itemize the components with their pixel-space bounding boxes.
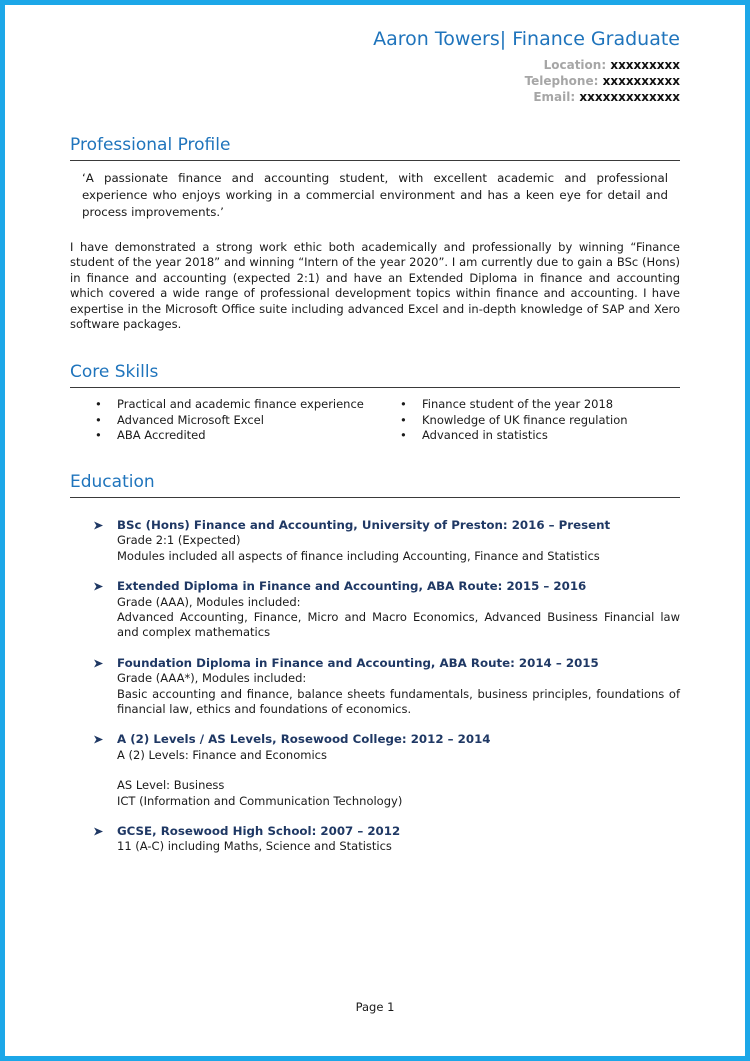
skill-label: Practical and academic finance experience <box>117 397 364 412</box>
arrowhead-bullet-icon <box>93 520 104 531</box>
skill-label: Finance student of the year 2018 <box>422 397 614 412</box>
page-title: Aaron Towers| Finance Graduate <box>373 28 680 50</box>
professional-profile-heading: Professional Profile <box>70 135 680 161</box>
education-entry-title: BSc (Hons) Finance and Accounting, University of Preston: 2016 – Present <box>117 517 611 532</box>
spacer <box>117 763 680 778</box>
education-entry-gcse <box>70 824 680 855</box>
education-entry-line: Grade (AAA), Modules included: <box>117 594 301 609</box>
education-entry-line: A (2) Levels: Finance and Economics <box>117 747 327 762</box>
education-entry-line: 11 (A-C) including Maths, Science and Statistics <box>117 839 392 854</box>
education-entry-foundation-diploma <box>70 656 680 718</box>
arrowhead-bullet-icon <box>93 581 104 592</box>
education-entry-line: Basic accounting and finance, balance sheets fundamentals, business principles, foundations of financial law, ethics and foundations of economics. <box>117 686 680 716</box>
education-entry-line: Grade 2:1 (Expected) <box>117 533 241 548</box>
core-skills-column-right <box>375 397 680 444</box>
education-list <box>70 518 680 855</box>
contact-block <box>70 57 680 105</box>
contact-location <box>70 57 680 73</box>
education-entry-line: Modules included all aspects of finance including Accounting, Finance and Statistics <box>117 548 600 563</box>
arrowhead-bullet-icon <box>93 658 104 669</box>
skill-label: ABA Accredited <box>117 428 206 443</box>
contact-email <box>70 89 680 105</box>
section-core-skills <box>70 362 680 444</box>
education-entry-title: Extended Diploma in Finance and Accounting, ABA Route: 2015 – 2016 <box>117 579 587 594</box>
section-education <box>70 472 680 855</box>
arrowhead-bullet-icon <box>93 826 104 837</box>
core-skills-column-left <box>70 397 375 444</box>
education-entry-extended-diploma <box>70 579 680 641</box>
education-entry-title: Foundation Diploma in Finance and Accounting, ABA Route: 2014 – 2015 <box>117 655 599 670</box>
education-entry-title: GCSE, Rosewood High School: 2007 – 2012 <box>117 824 401 839</box>
education-entry-line: AS Level: Business <box>117 778 225 793</box>
core-skills-heading: Core Skills <box>70 362 680 388</box>
bullet-icon: • <box>95 397 102 412</box>
list-item <box>375 428 680 444</box>
profile-body: I have demonstrated a strong work ethic both academically and professionally by winning “Finance student of the year 2018” and winning “Intern of the year 2020”. I am currently due to gain a BSc (Hons) in finance and accounting (expected 2:1) and have an Extended Diploma in finance and accounting which covered a wide range of professional development topics within finance and accounting. I have expertise in the Microsoft Office suite including advanced Excel and in-depth knowledge of SAP and Xero software packages. <box>70 240 680 332</box>
contact-location-value: xxxxxxxxx <box>610 58 680 72</box>
core-skills-list <box>70 397 680 444</box>
bullet-icon: • <box>95 428 102 443</box>
skill-label: Knowledge of UK finance regulation <box>422 412 628 427</box>
list-item <box>70 428 375 444</box>
bullet-icon: • <box>400 397 407 412</box>
education-entry-bsc <box>70 518 680 564</box>
education-entry-line: Advanced Accounting, Finance, Micro and Macro Economics, Advanced Business Financial law and complex mathematics <box>117 609 680 640</box>
section-professional-profile <box>70 135 680 332</box>
bullet-icon: • <box>400 428 407 443</box>
skill-label: Advanced in statistics <box>422 428 548 443</box>
list-item <box>375 397 680 413</box>
skill-label: Advanced Microsoft Excel <box>117 412 264 427</box>
list-item <box>70 397 375 413</box>
contact-telephone-value: xxxxxxxxxx <box>602 74 680 88</box>
education-entry-line: Grade (AAA*), Modules included: <box>117 671 307 686</box>
contact-email-label: Email: <box>533 90 576 104</box>
contact-telephone-label: Telephone: <box>524 74 599 88</box>
list-item <box>70 413 375 429</box>
arrowhead-bullet-icon <box>93 734 104 745</box>
education-entry-title: A (2) Levels / AS Levels, Rosewood College: 2012 – 2014 <box>117 732 491 747</box>
education-entry-line: ICT (Information and Communication Technology) <box>117 793 403 808</box>
page-number: Page 1 <box>355 1000 395 1014</box>
contact-email-value: xxxxxxxxxxxxx <box>579 90 680 104</box>
contact-location-label: Location: <box>543 58 607 72</box>
bullet-icon: • <box>95 412 102 427</box>
bullet-icon: • <box>400 412 407 427</box>
contact-telephone <box>70 73 680 89</box>
education-entry-a-levels <box>70 732 680 809</box>
list-item <box>375 413 680 429</box>
profile-quote: ‘A passionate finance and accounting student, with excellent academic and professional experience who enjoys working in a commercial environment and has a keen eye for detail and process improvements.’ <box>82 171 668 219</box>
education-heading: Education <box>70 472 680 498</box>
